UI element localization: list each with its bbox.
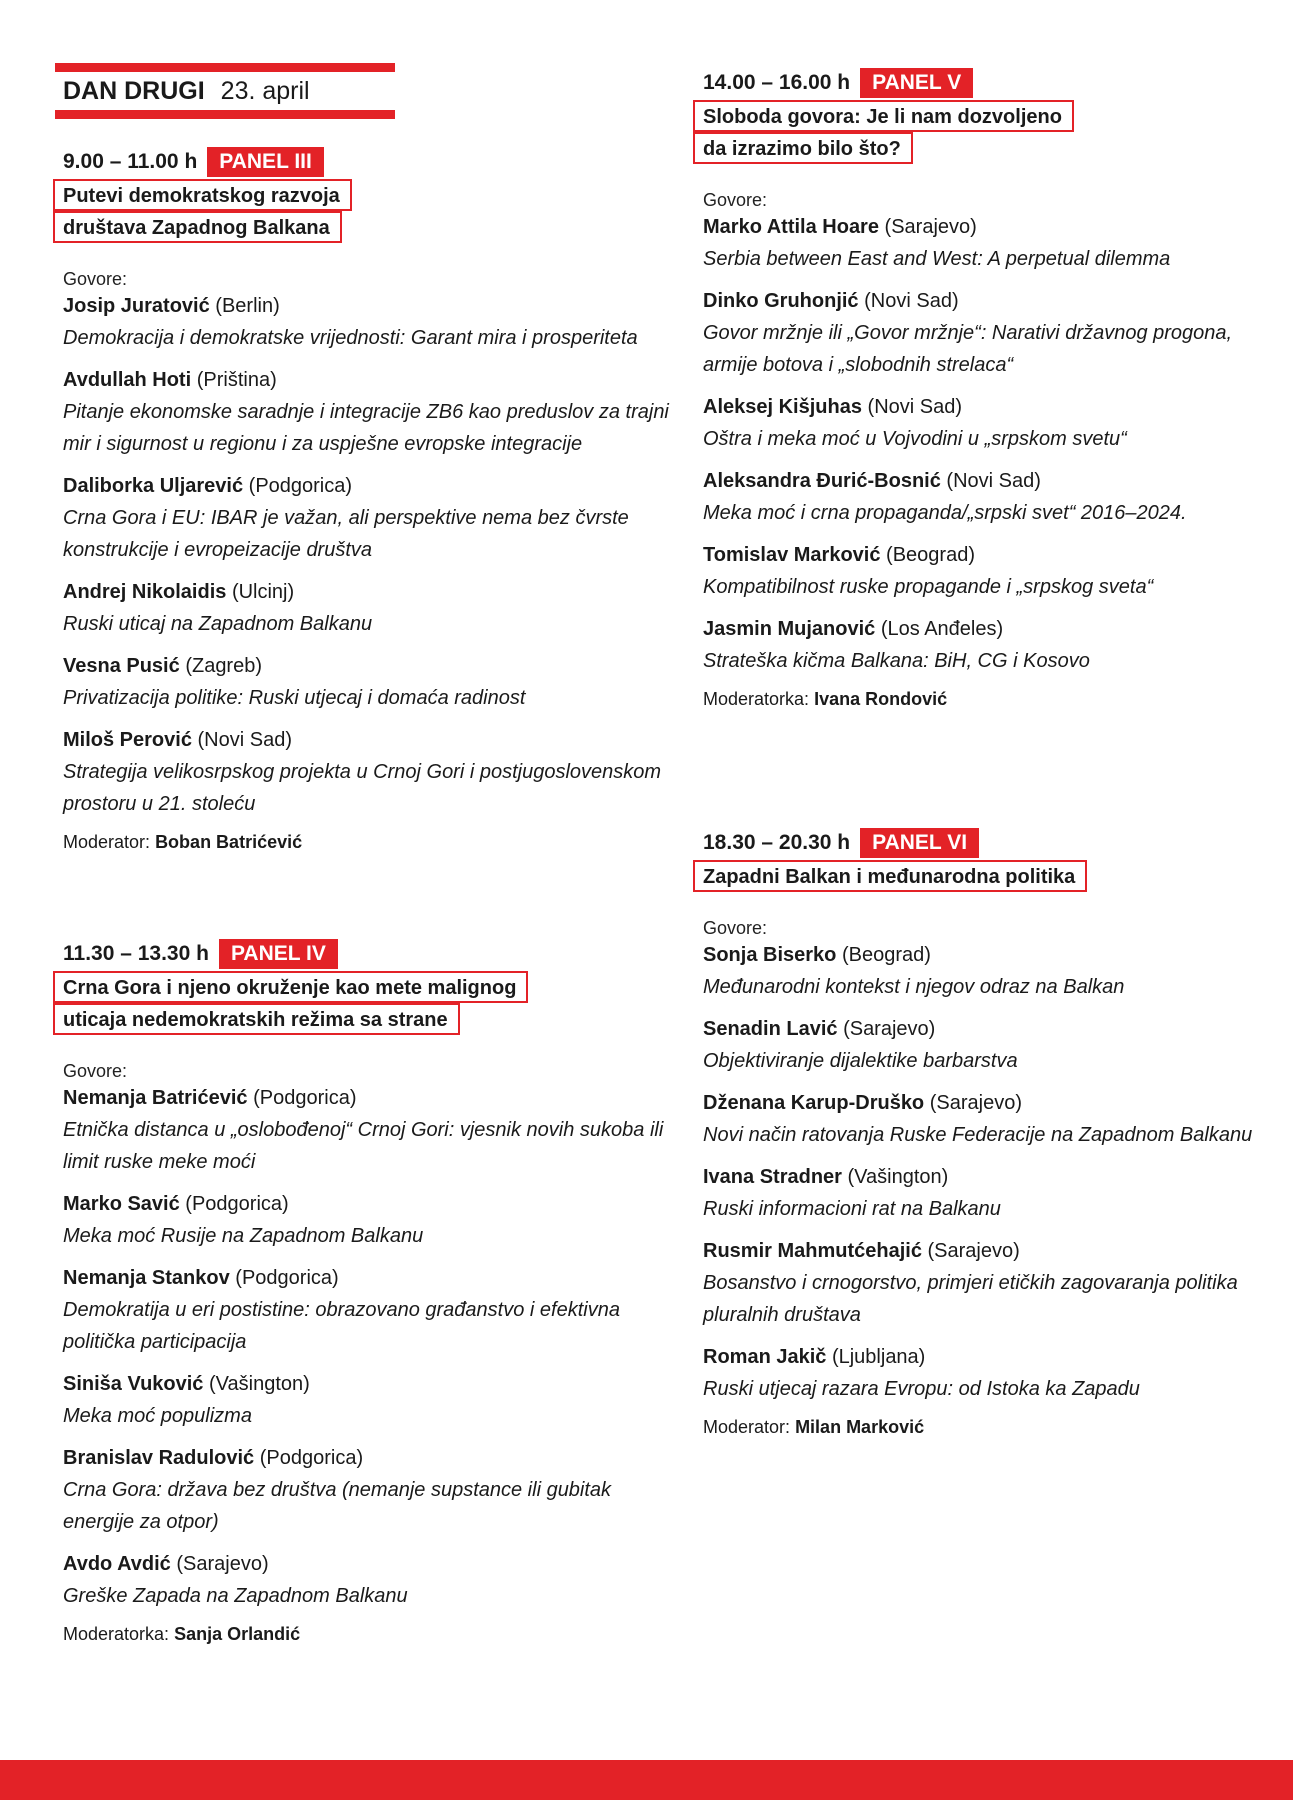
speaker-city: (Beograd) bbox=[841, 944, 931, 966]
speaker-topic: Meka moć i crna propaganda/„srpski svet“ 2016–2024. bbox=[703, 502, 1187, 524]
panel-time: 18.30 – 20.30 h bbox=[703, 831, 851, 854]
speaker-topic: Pitanje ekonomske saradnje i integracije ZB6 kao preduslov za trajni mir i sigurnost u regionu i za uspješne evropske integracije bbox=[63, 401, 669, 455]
speaker-city: (Sarajevo) bbox=[176, 1553, 269, 1575]
footer-bar bbox=[0, 1760, 1293, 1800]
speaker-name: Josip Juratović bbox=[63, 295, 210, 317]
speaker-name: Avdullah Hoti bbox=[63, 369, 192, 391]
speakers-label: Govore: bbox=[63, 1061, 128, 1081]
panel-time-row bbox=[63, 147, 673, 177]
speaker-city: (Priština) bbox=[196, 369, 277, 391]
speaker-city: (Podgorica) bbox=[248, 475, 353, 497]
speaker-topic: Greške Zapada na Zapadnom Balkanu bbox=[63, 1585, 408, 1607]
speaker-topic: Novi način ratovanja Ruske Federacije na Zapadnom Balkanu bbox=[703, 1124, 1253, 1146]
speaker-topic: Crna Gora i EU: IBAR je važan, ali perspektive nema bez čvrste konstrukcije i evropeizacije društva bbox=[63, 507, 629, 561]
speaker-city: (Vašington) bbox=[209, 1373, 310, 1395]
panel-time-row bbox=[703, 828, 1263, 858]
speaker bbox=[703, 939, 1263, 1003]
panel-6 bbox=[703, 828, 1263, 1438]
speaker-name: Aleksej Kišjuhas bbox=[703, 396, 862, 418]
panel-tag: PANEL IV bbox=[219, 939, 338, 969]
panel-title-line: Crna Gora i njeno okruženje kao mete malignog bbox=[53, 971, 528, 1003]
speaker-topic: Bosanstvo i crnogorstvo, primjeri etičkih zagovaranja politika pluralnih društava bbox=[703, 1272, 1238, 1326]
speaker-topic: Kompatibilnost ruske propagande i „srpskog sveta“ bbox=[703, 576, 1154, 598]
speaker-city: (Ljubljana) bbox=[831, 1346, 926, 1368]
speaker-city: (Novi Sad) bbox=[864, 290, 959, 312]
speaker-name: Dinko Gruhonjić bbox=[703, 290, 859, 312]
speaker bbox=[63, 1262, 673, 1358]
speaker bbox=[63, 1188, 673, 1252]
speaker-name: Senadin Lavić bbox=[703, 1018, 838, 1040]
panel-tag: PANEL III bbox=[207, 147, 324, 177]
speaker bbox=[63, 364, 673, 460]
speaker bbox=[63, 724, 673, 820]
speaker-topic: Objektiviranje dijalektike barbarstva bbox=[703, 1050, 1018, 1072]
speaker-name: Nemanja Stankov bbox=[63, 1267, 230, 1289]
speaker-city: (Beograd) bbox=[886, 544, 975, 566]
day-date: 23. april bbox=[220, 76, 310, 105]
speaker-city: (Vašington) bbox=[847, 1166, 949, 1188]
moderator-label: Moderatorka: bbox=[703, 689, 810, 709]
moderator bbox=[63, 1624, 673, 1645]
panel-title bbox=[63, 179, 673, 243]
speaker bbox=[63, 650, 673, 714]
speaker-topic: Demokracija i demokratske vrijednosti: Garant mira i prosperiteta bbox=[63, 327, 638, 349]
panel-title-line: Putevi demokratskog razvoja bbox=[53, 179, 352, 211]
speaker bbox=[703, 539, 1263, 603]
speaker-city: (Podgorica) bbox=[235, 1267, 339, 1289]
day-header bbox=[55, 63, 395, 119]
moderator bbox=[703, 1417, 1263, 1438]
speaker-name: Marko Attila Hoare bbox=[703, 216, 879, 238]
speaker-city: (Zagreb) bbox=[185, 655, 263, 677]
panel-title bbox=[63, 971, 673, 1035]
panel-time: 14.00 – 16.00 h bbox=[703, 71, 851, 94]
panel-tag: PANEL VI bbox=[860, 828, 979, 858]
panel-tag: PANEL V bbox=[860, 68, 973, 98]
speaker-name: Ivana Stradner bbox=[703, 1166, 842, 1188]
speaker-topic: Serbia between East and West: A perpetual dilemma bbox=[703, 248, 1171, 270]
speakers-label: Govore: bbox=[703, 190, 768, 210]
speaker-city: (Berlin) bbox=[215, 295, 280, 317]
speaker-name: Branislav Radulović bbox=[63, 1447, 255, 1469]
moderator-label: Moderator: bbox=[703, 1417, 791, 1437]
speaker-city: (Novi Sad) bbox=[197, 729, 292, 751]
speakers-label: Govore: bbox=[63, 269, 128, 289]
panel-4 bbox=[63, 939, 673, 1645]
speaker bbox=[63, 576, 673, 640]
panel-title-line: Sloboda govora: Je li nam dozvoljeno bbox=[693, 100, 1074, 132]
speaker-name: Andrej Nikolaidis bbox=[63, 581, 227, 603]
moderator-name: Boban Batrićević bbox=[155, 832, 303, 852]
speaker-city: (Novi Sad) bbox=[867, 396, 963, 418]
speaker bbox=[703, 1161, 1263, 1225]
speaker bbox=[703, 211, 1263, 275]
speaker-name: Marko Savić bbox=[63, 1193, 180, 1215]
speaker-name: Jasmin Mujanović bbox=[703, 618, 876, 640]
speaker-topic: Ruski uticaj na Zapadnom Balkanu bbox=[63, 613, 373, 635]
speaker bbox=[703, 1013, 1263, 1077]
speaker-name: Tomislav Marković bbox=[703, 544, 881, 566]
speaker-city: (Podgorica) bbox=[185, 1193, 289, 1215]
panel-title-line: Zapadni Balkan i međunarodna politika bbox=[693, 860, 1087, 892]
moderator-label: Moderator: bbox=[63, 832, 151, 852]
speaker-name: Miloš Perović bbox=[63, 729, 192, 751]
speaker-name: Avdo Avdić bbox=[63, 1553, 171, 1575]
speaker-city: (Ulcinj) bbox=[231, 581, 295, 603]
speaker-city: (Los Anđeles) bbox=[880, 618, 1004, 640]
speaker bbox=[63, 1082, 673, 1178]
speaker-topic: Meka moć populizma bbox=[63, 1405, 252, 1427]
speaker-city: (Podgorica) bbox=[259, 1447, 364, 1469]
panel-title bbox=[703, 100, 1263, 164]
speaker-name: Sonja Biserko bbox=[703, 944, 837, 966]
speaker-topic: Govor mržnje ili „Govor mržnje“: Narativi državnog progona, armije botova i „slobodnih strelaca“ bbox=[703, 322, 1233, 376]
speaker bbox=[703, 1235, 1263, 1331]
speaker-topic: Strateška kičma Balkana: BiH, CG i Kosovo bbox=[703, 650, 1090, 672]
speaker-name: Roman Jakič bbox=[703, 1346, 827, 1368]
speaker bbox=[63, 1548, 673, 1612]
panel-time: 9.00 – 11.00 h bbox=[63, 150, 198, 173]
moderator-name: Ivana Rondović bbox=[814, 689, 948, 709]
speaker-topic: Demokratija u eri postistine: obrazovano građanstvo i efektivna politička participacija bbox=[63, 1299, 620, 1353]
speaker-name: Vesna Pusić bbox=[63, 655, 180, 677]
speaker bbox=[63, 290, 673, 354]
speaker-topic: Ruski informacioni rat na Balkanu bbox=[703, 1198, 1001, 1220]
speaker-topic: Međunarodni kontekst i njegov odraz na Balkan bbox=[703, 976, 1125, 998]
speaker-name: Dženana Karup-Druško bbox=[703, 1092, 925, 1114]
speaker bbox=[703, 1087, 1263, 1151]
speaker-city: (Podgorica) bbox=[253, 1087, 357, 1109]
speaker-topic: Meka moć Rusije na Zapadnom Balkanu bbox=[63, 1225, 424, 1247]
speaker bbox=[703, 465, 1263, 529]
speaker bbox=[63, 470, 673, 566]
panel-time-row bbox=[703, 68, 1263, 98]
speaker bbox=[703, 613, 1263, 677]
moderator-label: Moderatorka: bbox=[63, 1624, 170, 1644]
panel-3 bbox=[63, 147, 673, 853]
speakers-label: Govore: bbox=[703, 918, 768, 938]
speaker-city: (Sarajevo) bbox=[929, 1092, 1022, 1114]
speaker-city: (Sarajevo) bbox=[843, 1018, 936, 1040]
speaker-city: (Novi Sad) bbox=[946, 470, 1041, 492]
speaker bbox=[63, 1368, 673, 1432]
panel-title-line: društava Zapadnog Balkana bbox=[53, 211, 342, 243]
panel-title-line: da izrazimo bilo što? bbox=[693, 132, 913, 164]
moderator-name: Milan Marković bbox=[795, 1417, 925, 1437]
moderator bbox=[63, 832, 673, 853]
moderator bbox=[703, 689, 1263, 710]
speaker-topic: Oštra i meka moć u Vojvodini u „srpskom svetu“ bbox=[703, 428, 1127, 450]
panel-title bbox=[703, 860, 1263, 892]
speaker-topic: Ruski utjecaj razara Evropu: od Istoka ka Zapadu bbox=[703, 1378, 1140, 1400]
speaker-name: Nemanja Batrićević bbox=[63, 1087, 248, 1109]
speaker-topic: Strategija velikosrpskog projekta u Crnoj Gori i postjugoslovenskom prostoru u 21. stoleću bbox=[63, 761, 662, 815]
speaker-name: Siniša Vuković bbox=[63, 1373, 204, 1395]
speaker-name: Rusmir Mahmutćehajić bbox=[703, 1240, 922, 1262]
speaker bbox=[703, 1341, 1263, 1405]
moderator-name: Sanja Orlandić bbox=[174, 1624, 301, 1644]
panel-time: 11.30 – 13.30 h bbox=[63, 942, 209, 965]
speaker-name: Aleksandra Đurić-Bosnić bbox=[703, 470, 941, 492]
panel-title-line: uticaja nedemokratskih režima sa strane bbox=[53, 1003, 460, 1035]
speaker bbox=[703, 285, 1263, 381]
speaker-city: (Sarajevo) bbox=[884, 216, 977, 238]
day-label: DAN DRUGI bbox=[63, 76, 205, 105]
speaker bbox=[63, 1442, 673, 1538]
speaker-topic: Crna Gora: država bez društva (nemanje supstance ili gubitak energije za otpor) bbox=[63, 1479, 612, 1533]
panel-time-row bbox=[63, 939, 673, 969]
speaker-name: Daliborka Uljarević bbox=[63, 475, 244, 497]
speaker-city: (Sarajevo) bbox=[927, 1240, 1020, 1262]
panel-5 bbox=[703, 68, 1263, 710]
speaker bbox=[703, 391, 1263, 455]
speaker-topic: Privatizacija politike: Ruski utjecaj i domaća radinost bbox=[63, 687, 526, 709]
speaker-topic: Etnička distanca u „oslobođenoj“ Crnoj Gori: vjesnik novih sukoba ili limit ruske meke moći bbox=[63, 1119, 664, 1173]
